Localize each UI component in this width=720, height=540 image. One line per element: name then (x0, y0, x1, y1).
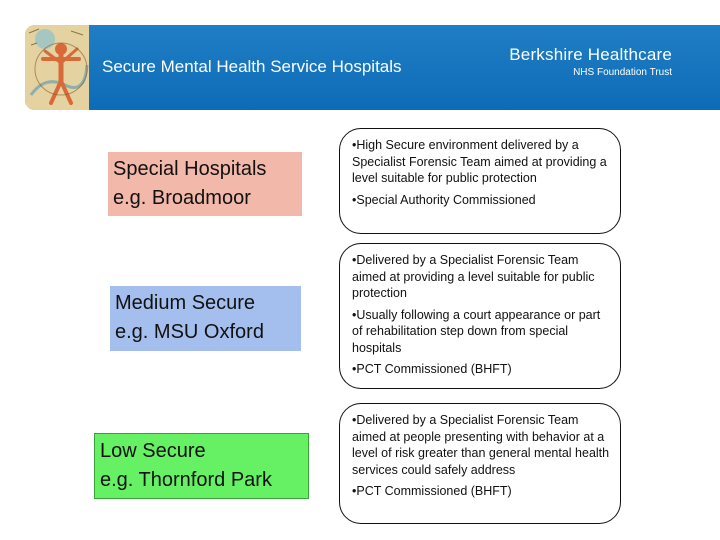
bullet-text: •PCT Commissioned (BHFT) (352, 362, 512, 376)
medium-secure-label (110, 286, 301, 351)
label-line: Special Hospitals (113, 158, 267, 180)
bullet-text: •Usually following a court appearance or part of rehabilitation step down from special hospitals (352, 307, 601, 355)
header-banner (25, 25, 720, 110)
page-title: Secure Mental Health Service Hospitals (102, 57, 402, 76)
bullet-text: •PCT Commissioned (BHFT) (352, 484, 512, 498)
label-example: e.g. MSU Oxford (115, 321, 264, 343)
low-secure-label (94, 433, 309, 499)
banner-illustration (25, 25, 89, 110)
bullet-text: •High Secure environment delivered by a Specialist Forensic Team aimed at providing a level suitable for public protection (352, 138, 607, 185)
logo-subtitle: NHS Foundation Trust (573, 67, 672, 78)
logo-name: Berkshire Healthcare (509, 45, 672, 64)
medium-secure-description (339, 243, 621, 389)
low-secure-description (339, 403, 621, 524)
bullet-text: •Delivered by a Specialist Forensic Team aimed at providing a level suitable for public protection (352, 253, 595, 300)
special-hospitals-label (108, 152, 302, 216)
label-line: Low Secure (100, 440, 206, 462)
organization-logo (509, 45, 672, 78)
label-example: e.g. Thornford Park (100, 469, 272, 491)
vitruvian-figure-icon (25, 25, 89, 110)
bullet-text: •Delivered by a Specialist Forensic Team aimed at people presenting with behavior at a level of risk greater than general mental health services could safely address (352, 413, 610, 477)
label-example: e.g. Broadmoor (113, 187, 251, 209)
bullet-text: •Special Authority Commissioned (352, 192, 536, 207)
label-line: Medium Secure (115, 292, 256, 314)
special-hospitals-description (339, 128, 621, 234)
